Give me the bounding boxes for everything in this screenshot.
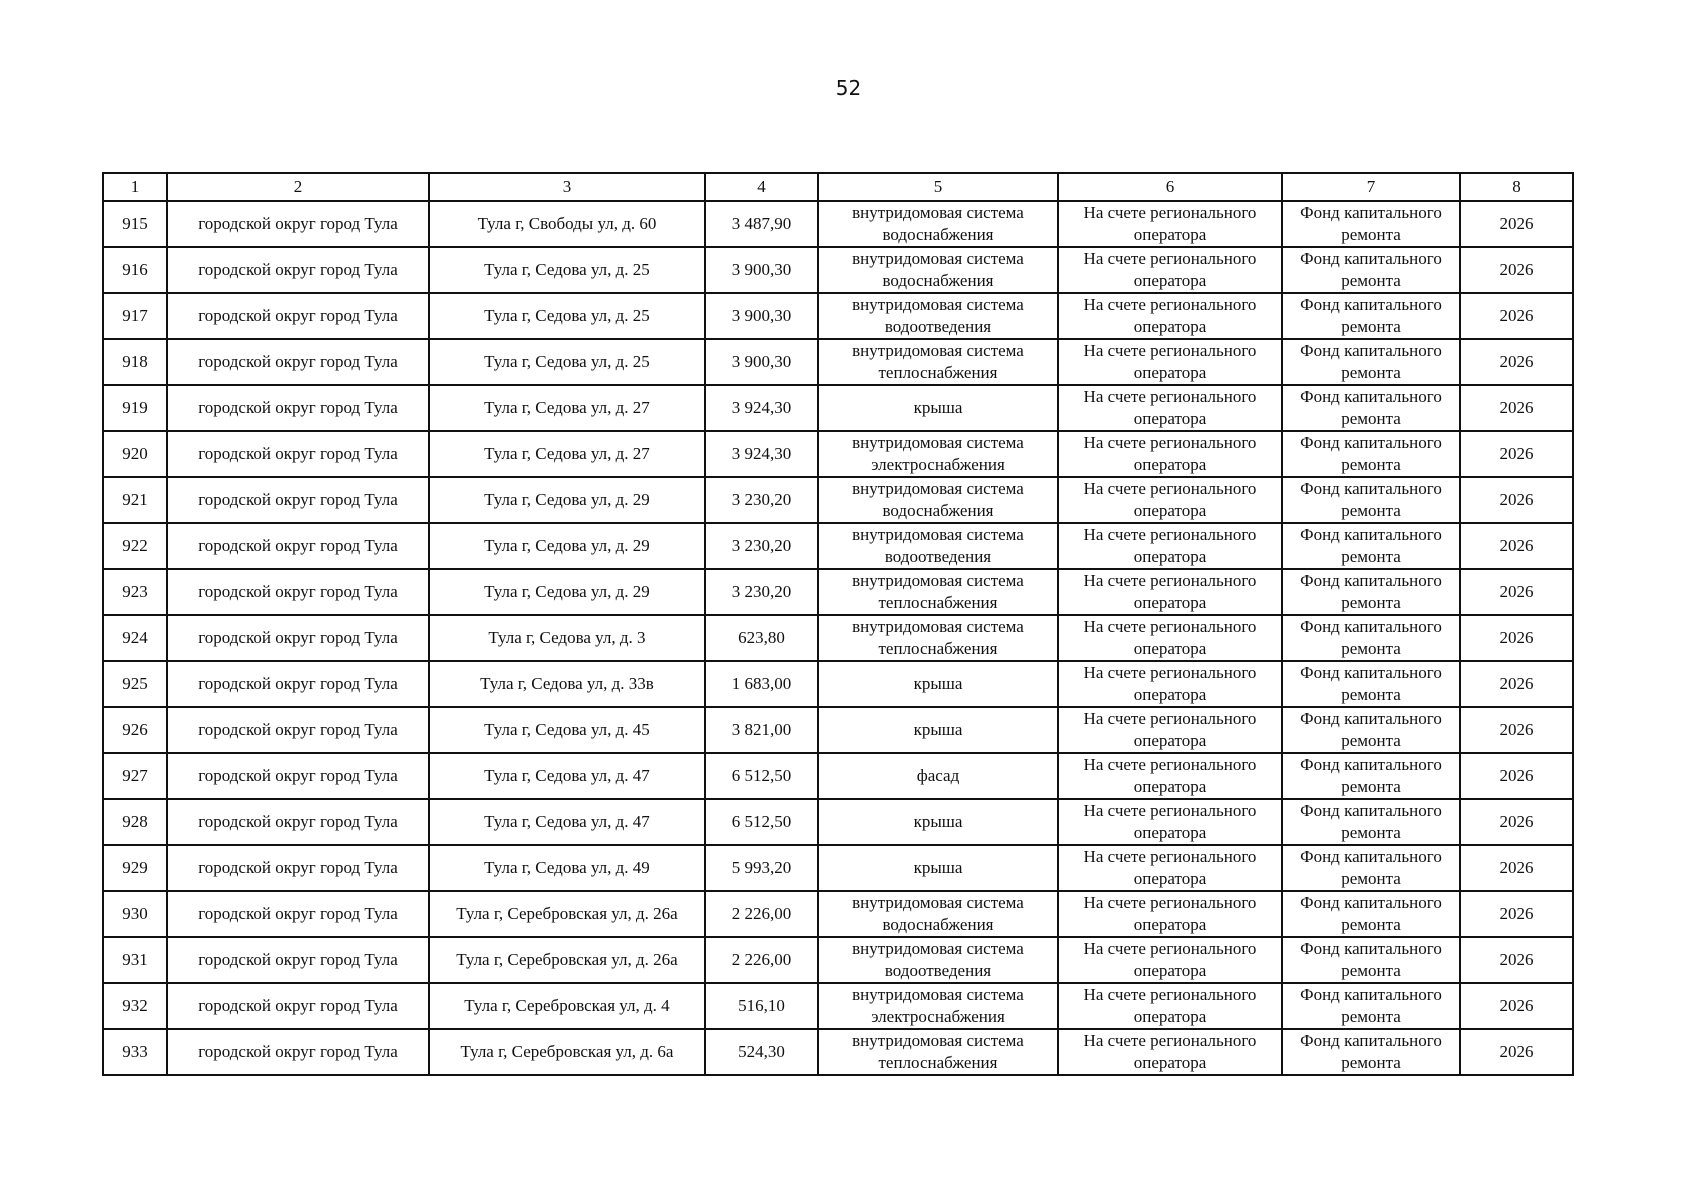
account-cell: На счете регионального оператора — [1058, 615, 1282, 661]
repair-element-cell: внутридомовая система водоснабжения — [818, 891, 1058, 937]
municipality-cell: городской округ город Тула — [167, 845, 429, 891]
area-cell: 3 821,00 — [705, 707, 818, 753]
funding-source-cell: Фонд капитального ремонта — [1282, 201, 1460, 247]
municipality-cell: городской округ город Тула — [167, 799, 429, 845]
area-cell: 5 993,20 — [705, 845, 818, 891]
area-cell: 524,30 — [705, 1029, 818, 1075]
repair-element-cell: крыша — [818, 661, 1058, 707]
address-cell: Тула г, Серебровская ул, д. 26а — [429, 891, 705, 937]
account-cell: На счете регионального оператора — [1058, 707, 1282, 753]
repair-element-cell: внутридомовая система водоснабжения — [818, 201, 1058, 247]
repair-element-cell: крыша — [818, 845, 1058, 891]
table-row — [103, 477, 1573, 523]
table-row — [103, 983, 1573, 1029]
row-number-cell: 919 — [103, 385, 167, 431]
row-number-cell: 925 — [103, 661, 167, 707]
repair-element-cell: внутридомовая система теплоснабжения — [818, 1029, 1058, 1075]
municipality-cell: городской округ город Тула — [167, 569, 429, 615]
municipality-cell: городской округ город Тула — [167, 339, 429, 385]
area-cell: 3 924,30 — [705, 385, 818, 431]
funding-source-cell: Фонд капитального ремонта — [1282, 753, 1460, 799]
funding-source-cell: Фонд капитального ремонта — [1282, 937, 1460, 983]
account-cell: На счете регионального оператора — [1058, 799, 1282, 845]
row-number-cell: 917 — [103, 293, 167, 339]
area-cell: 6 512,50 — [705, 799, 818, 845]
table-row — [103, 201, 1573, 247]
account-cell: На счете регионального оператора — [1058, 201, 1282, 247]
area-cell: 2 226,00 — [705, 937, 818, 983]
municipality-cell: городской округ город Тула — [167, 477, 429, 523]
address-cell: Тула г, Свободы ул, д. 60 — [429, 201, 705, 247]
repair-element-cell: внутридомовая система водоотведения — [818, 293, 1058, 339]
municipality-cell: городской округ город Тула — [167, 615, 429, 661]
repair-element-cell: крыша — [818, 799, 1058, 845]
repair-element-cell: внутридомовая система водоотведения — [818, 937, 1058, 983]
repair-element-cell: крыша — [818, 707, 1058, 753]
account-cell: На счете регионального оператора — [1058, 1029, 1282, 1075]
address-cell: Тула г, Седова ул, д. 49 — [429, 845, 705, 891]
capital-repair-table — [102, 172, 1574, 1076]
account-cell: На счете регионального оператора — [1058, 937, 1282, 983]
funding-source-cell: Фонд капитального ремонта — [1282, 799, 1460, 845]
row-number-cell: 926 — [103, 707, 167, 753]
area-cell: 3 924,30 — [705, 431, 818, 477]
repair-element-cell: внутридомовая система водоотведения — [818, 523, 1058, 569]
table-row — [103, 891, 1573, 937]
table-row — [103, 523, 1573, 569]
repair-element-cell: фасад — [818, 753, 1058, 799]
funding-source-cell: Фонд капитального ремонта — [1282, 1029, 1460, 1075]
address-cell: Тула г, Седова ул, д. 3 — [429, 615, 705, 661]
year-cell: 2026 — [1460, 523, 1573, 569]
funding-source-cell: Фонд капитального ремонта — [1282, 477, 1460, 523]
area-cell: 3 487,90 — [705, 201, 818, 247]
row-number-cell: 918 — [103, 339, 167, 385]
repair-element-cell: внутридомовая система водоснабжения — [818, 247, 1058, 293]
column-header-5: 5 — [818, 173, 1058, 201]
year-cell: 2026 — [1460, 385, 1573, 431]
address-cell: Тула г, Седова ул, д. 33в — [429, 661, 705, 707]
funding-source-cell: Фонд капитального ремонта — [1282, 845, 1460, 891]
table-row — [103, 661, 1573, 707]
page-number: 52 — [835, 76, 862, 100]
funding-source-cell: Фонд капитального ремонта — [1282, 891, 1460, 937]
repair-element-cell: внутридомовая система водоснабжения — [818, 477, 1058, 523]
column-header-6: 6 — [1058, 173, 1282, 201]
year-cell: 2026 — [1460, 753, 1573, 799]
municipality-cell: городской округ город Тула — [167, 753, 429, 799]
municipality-cell: городской округ город Тула — [167, 523, 429, 569]
table-row — [103, 799, 1573, 845]
municipality-cell: городской округ город Тула — [167, 247, 429, 293]
row-number-cell: 916 — [103, 247, 167, 293]
municipality-cell: городской округ город Тула — [167, 1029, 429, 1075]
year-cell: 2026 — [1460, 569, 1573, 615]
address-cell: Тула г, Серебровская ул, д. 26а — [429, 937, 705, 983]
year-cell: 2026 — [1460, 937, 1573, 983]
year-cell: 2026 — [1460, 707, 1573, 753]
year-cell: 2026 — [1460, 339, 1573, 385]
municipality-cell: городской округ город Тула — [167, 431, 429, 477]
funding-source-cell: Фонд капитального ремонта — [1282, 569, 1460, 615]
table-row — [103, 707, 1573, 753]
year-cell: 2026 — [1460, 845, 1573, 891]
account-cell: На счете регионального оператора — [1058, 569, 1282, 615]
row-number-cell: 915 — [103, 201, 167, 247]
funding-source-cell: Фонд капитального ремонта — [1282, 339, 1460, 385]
area-cell: 3 230,20 — [705, 569, 818, 615]
table-row — [103, 339, 1573, 385]
row-number-cell: 933 — [103, 1029, 167, 1075]
address-cell: Тула г, Седова ул, д. 25 — [429, 293, 705, 339]
repair-element-cell: внутридомовая система теплоснабжения — [818, 339, 1058, 385]
column-header-2: 2 — [167, 173, 429, 201]
funding-source-cell: Фонд капитального ремонта — [1282, 523, 1460, 569]
funding-source-cell: Фонд капитального ремонта — [1282, 431, 1460, 477]
account-cell: На счете регионального оператора — [1058, 339, 1282, 385]
column-header-4: 4 — [705, 173, 818, 201]
funding-source-cell: Фонд капитального ремонта — [1282, 293, 1460, 339]
row-number-cell: 932 — [103, 983, 167, 1029]
row-number-cell: 924 — [103, 615, 167, 661]
table-body — [103, 201, 1573, 1075]
row-number-cell: 920 — [103, 431, 167, 477]
year-cell: 2026 — [1460, 201, 1573, 247]
area-cell: 3 230,20 — [705, 477, 818, 523]
row-number-cell: 928 — [103, 799, 167, 845]
account-cell: На счете регионального оператора — [1058, 845, 1282, 891]
address-cell: Тула г, Седова ул, д. 27 — [429, 431, 705, 477]
table-row — [103, 293, 1573, 339]
year-cell: 2026 — [1460, 431, 1573, 477]
repair-element-cell: внутридомовая система теплоснабжения — [818, 615, 1058, 661]
repair-element-cell: внутридомовая система теплоснабжения — [818, 569, 1058, 615]
year-cell: 2026 — [1460, 799, 1573, 845]
year-cell: 2026 — [1460, 615, 1573, 661]
account-cell: На счете регионального оператора — [1058, 891, 1282, 937]
table-row — [103, 569, 1573, 615]
municipality-cell: городской округ город Тула — [167, 707, 429, 753]
address-cell: Тула г, Седова ул, д. 47 — [429, 753, 705, 799]
address-cell: Тула г, Седова ул, д. 29 — [429, 523, 705, 569]
row-number-cell: 921 — [103, 477, 167, 523]
municipality-cell: городской округ город Тула — [167, 983, 429, 1029]
area-cell: 2 226,00 — [705, 891, 818, 937]
area-cell: 623,80 — [705, 615, 818, 661]
row-number-cell: 929 — [103, 845, 167, 891]
area-cell: 1 683,00 — [705, 661, 818, 707]
funding-source-cell: Фонд капитального ремонта — [1282, 661, 1460, 707]
row-number-cell: 930 — [103, 891, 167, 937]
row-number-cell: 922 — [103, 523, 167, 569]
area-cell: 3 230,20 — [705, 523, 818, 569]
area-cell: 3 900,30 — [705, 339, 818, 385]
column-header-3: 3 — [429, 173, 705, 201]
address-cell: Тула г, Серебровская ул, д. 4 — [429, 983, 705, 1029]
year-cell: 2026 — [1460, 891, 1573, 937]
address-cell: Тула г, Седова ул, д. 25 — [429, 247, 705, 293]
table-row — [103, 385, 1573, 431]
account-cell: На счете регионального оператора — [1058, 431, 1282, 477]
account-cell: На счете регионального оператора — [1058, 661, 1282, 707]
address-cell: Тула г, Седова ул, д. 25 — [429, 339, 705, 385]
municipality-cell: городской округ город Тула — [167, 661, 429, 707]
account-cell: На счете регионального оператора — [1058, 523, 1282, 569]
column-header-1: 1 — [103, 173, 167, 201]
address-cell: Тула г, Седова ул, д. 27 — [429, 385, 705, 431]
year-cell: 2026 — [1460, 983, 1573, 1029]
funding-source-cell: Фонд капитального ремонта — [1282, 983, 1460, 1029]
area-cell: 3 900,30 — [705, 293, 818, 339]
table-header-row — [103, 173, 1573, 201]
area-cell: 516,10 — [705, 983, 818, 1029]
table-row — [103, 615, 1573, 661]
row-number-cell: 931 — [103, 937, 167, 983]
repair-element-cell: внутридомовая система электроснабжения — [818, 983, 1058, 1029]
municipality-cell: городской округ город Тула — [167, 201, 429, 247]
address-cell: Тула г, Седова ул, д. 29 — [429, 477, 705, 523]
address-cell: Тула г, Седова ул, д. 47 — [429, 799, 705, 845]
municipality-cell: городской округ город Тула — [167, 937, 429, 983]
row-number-cell: 923 — [103, 569, 167, 615]
repair-element-cell: внутридомовая система электроснабжения — [818, 431, 1058, 477]
account-cell: На счете регионального оператора — [1058, 293, 1282, 339]
funding-source-cell: Фонд капитального ремонта — [1282, 385, 1460, 431]
year-cell: 2026 — [1460, 477, 1573, 523]
table-row — [103, 431, 1573, 477]
municipality-cell: городской округ город Тула — [167, 891, 429, 937]
year-cell: 2026 — [1460, 293, 1573, 339]
table-row — [103, 753, 1573, 799]
table-row — [103, 845, 1573, 891]
area-cell: 6 512,50 — [705, 753, 818, 799]
address-cell: Тула г, Седова ул, д. 45 — [429, 707, 705, 753]
municipality-cell: городской округ город Тула — [167, 293, 429, 339]
address-cell: Тула г, Седова ул, д. 29 — [429, 569, 705, 615]
year-cell: 2026 — [1460, 661, 1573, 707]
funding-source-cell: Фонд капитального ремонта — [1282, 707, 1460, 753]
year-cell: 2026 — [1460, 247, 1573, 293]
funding-source-cell: Фонд капитального ремонта — [1282, 247, 1460, 293]
municipality-cell: городской округ город Тула — [167, 385, 429, 431]
address-cell: Тула г, Серебровская ул, д. 6а — [429, 1029, 705, 1075]
year-cell: 2026 — [1460, 1029, 1573, 1075]
account-cell: На счете регионального оператора — [1058, 753, 1282, 799]
area-cell: 3 900,30 — [705, 247, 818, 293]
table-row — [103, 937, 1573, 983]
account-cell: На счете регионального оператора — [1058, 385, 1282, 431]
account-cell: На счете регионального оператора — [1058, 477, 1282, 523]
table-row — [103, 247, 1573, 293]
row-number-cell: 927 — [103, 753, 167, 799]
funding-source-cell: Фонд капитального ремонта — [1282, 615, 1460, 661]
account-cell: На счете регионального оператора — [1058, 247, 1282, 293]
column-header-8: 8 — [1460, 173, 1573, 201]
column-header-7: 7 — [1282, 173, 1460, 201]
table-row — [103, 1029, 1573, 1075]
account-cell: На счете регионального оператора — [1058, 983, 1282, 1029]
repair-element-cell: крыша — [818, 385, 1058, 431]
